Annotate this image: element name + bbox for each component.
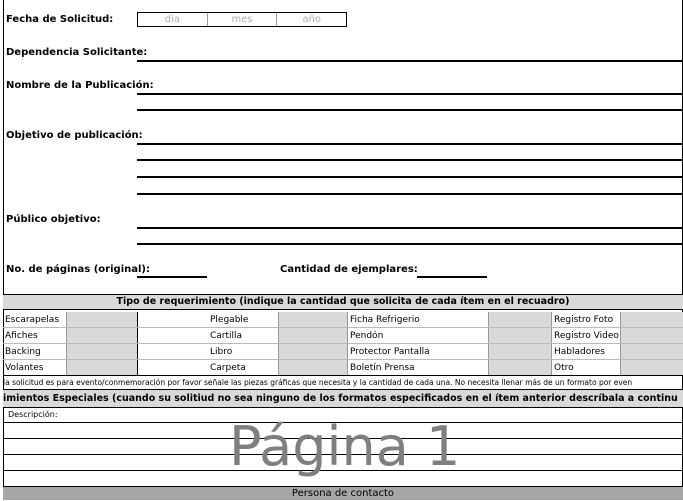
contacto-header-bar: [3, 486, 683, 500]
nombre-label: Nombre de la Publicación:: [6, 80, 154, 91]
nombre-field-line-2[interactable]: [137, 109, 683, 111]
req-col2-quantity-cells[interactable]: [278, 312, 348, 376]
requirements-header-bar: [3, 294, 683, 310]
objetivo-field-line-2[interactable]: [137, 159, 683, 161]
paginas-label: No. de páginas (original):: [6, 264, 150, 275]
objetivo-label: Objetivo de publicación:: [6, 130, 143, 141]
req-item-volantes: Volantes: [5, 363, 44, 373]
objetivo-field-line-1[interactable]: [137, 143, 683, 145]
publico-field-line-1[interactable]: [137, 227, 683, 229]
mes-field[interactable]: mes: [208, 13, 278, 26]
special-header-bar: [3, 390, 683, 408]
left-border: [3, 0, 4, 500]
req-item-boletin-prensa: Boletín Prensa: [350, 363, 415, 373]
dependencia-label: Dependencia Solicitante:: [6, 47, 148, 58]
req-col3-quantity-cells[interactable]: [488, 312, 552, 376]
nombre-field-line-1[interactable]: [137, 93, 683, 95]
req-col4-quantity-cells[interactable]: [620, 312, 683, 376]
req-item-pendon: Pendón: [350, 331, 384, 341]
requirements-note-bar: [3, 375, 683, 390]
req-row-sep-3: [3, 359, 683, 360]
descripcion-label: Descripción:: [8, 410, 58, 419]
special-header: imientos Especiales (cuando su solitiud no sea ninguno de los formatos especificados en el ítem anterior descríbala a continu: [3, 393, 678, 404]
ejemplares-label: Cantidad de ejemplares:: [280, 264, 418, 275]
req-item-plegable: Plegable: [210, 315, 249, 325]
publico-label: Público objetivo:: [6, 214, 101, 225]
req-item-registro-video: Registro Video: [554, 331, 619, 341]
req-row-sep-1: [3, 327, 683, 328]
publico-field-line-2[interactable]: [137, 243, 683, 245]
requirements-grid: [3, 310, 683, 376]
req-row-sep-2: [3, 343, 683, 344]
paginas-field[interactable]: [137, 276, 207, 278]
req-item-afiches: Afiches: [5, 331, 38, 341]
objetivo-field-line-4[interactable]: [137, 193, 683, 195]
req-col1-quantity-cells[interactable]: [66, 312, 138, 376]
req-item-libro: Libro: [210, 347, 233, 357]
fecha-date-fields: [137, 12, 347, 27]
req-item-protector-pantalla: Protector Pantalla: [350, 347, 430, 357]
req-item-ficha-refrigerio: Ficha Refrigerio: [350, 315, 420, 325]
fecha-label: Fecha de Solicitud:: [6, 14, 114, 25]
req-item-habladores: Habladores: [554, 347, 605, 357]
dia-field[interactable]: día: [138, 13, 208, 26]
contacto-label: Persona de contacto: [291, 488, 395, 499]
req-item-escarapelas: Escarapelas: [5, 315, 60, 325]
dependencia-field[interactable]: [137, 60, 683, 62]
ejemplares-field[interactable]: [417, 276, 487, 278]
req-item-cartilla: Cartilla: [210, 331, 243, 341]
req-item-registro-foto: Registro Foto: [554, 315, 614, 325]
objetivo-field-line-3[interactable]: [137, 176, 683, 178]
page-watermark: Página 1: [229, 415, 461, 478]
req-item-otro: Otro: [554, 363, 574, 373]
requirements-header: Tipo de requerimiento (indique la cantidad que solicita de cada ítem en el recuadro): [116, 296, 570, 307]
req-item-backing: Backing: [5, 347, 41, 357]
requirements-note: la solicitud es para evento/conmemoración por favor señale las piezas gráficas que necesita y la cantidad de cada una. No necesita llenar más de un formato por even: [3, 378, 633, 387]
ano-field[interactable]: año: [302, 14, 321, 25]
req-item-carpeta: Carpeta: [210, 363, 246, 373]
